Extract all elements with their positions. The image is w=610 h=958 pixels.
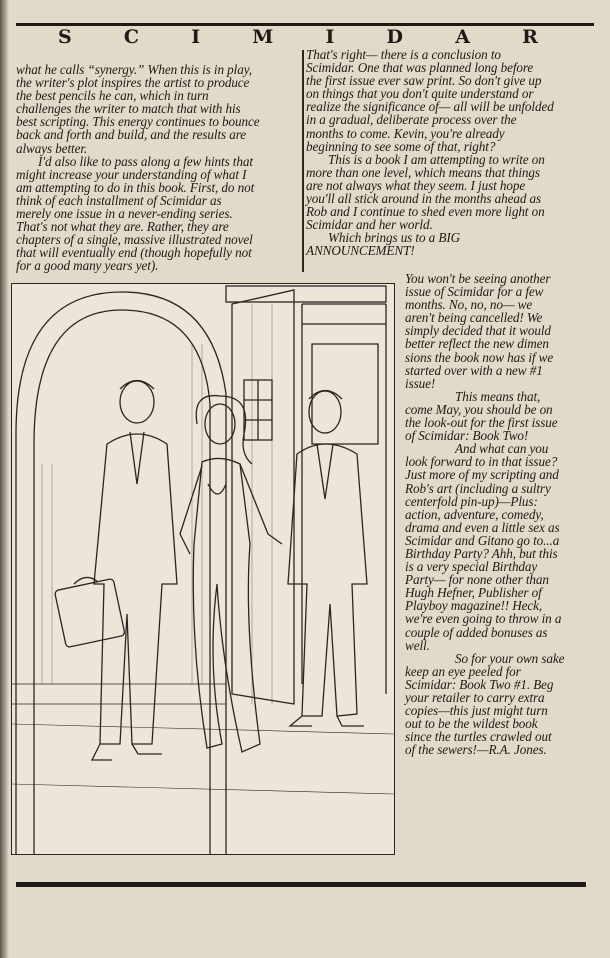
text-line: action, adventure, comedy, <box>405 506 544 522</box>
text-line: issue! <box>405 375 436 391</box>
illustration-panel <box>11 283 395 855</box>
text-line: copies—this just might turn <box>405 703 548 719</box>
text-line: is a very special Birthday <box>405 559 538 575</box>
text-line: sions the book now has if we <box>405 349 554 365</box>
text-line: months. No, no, no— we <box>405 297 533 313</box>
text-line: what he calls “synergy.” When this is in play, <box>16 62 252 77</box>
text-line: keep an eye peeled for <box>405 663 521 679</box>
text-line: This is a book I am attempting to write on <box>328 151 545 167</box>
text-line: your retailer to carry extra <box>405 690 545 705</box>
text-line: chapters of a single, massive illustrated novel <box>16 232 253 248</box>
text-line: are not always what they seem. I just hope <box>306 177 526 193</box>
text-line: Party— for none other than <box>405 572 549 588</box>
text-line: the first issue ever saw print. So don't give up <box>306 73 542 89</box>
text-line: Hugh Hefner, Publisher of <box>405 585 542 601</box>
text-line: months to come. Kevin, you're already <box>306 125 505 141</box>
text-line: Scimidar and Gitano go to...a <box>405 532 560 548</box>
text-line: the look-out for the first issue <box>405 415 558 431</box>
text-line: realize the significance of— all will be unfolded <box>306 99 554 115</box>
text-line: And what can you <box>455 441 549 457</box>
text-line: challenges the writer to match that with his <box>16 101 241 117</box>
text-line: Rob and I continue to shed even more light on <box>306 204 545 220</box>
text-line: Scimidar. One that was planned long before <box>306 60 534 76</box>
text-line: You won't be seeing another <box>405 271 551 286</box>
text-line: out to be the wildest book <box>405 716 538 732</box>
text-line: since the turtles crawled out <box>405 729 552 745</box>
text-line: the writer's plot inspires the artist to produce <box>16 75 250 91</box>
text-line: I'd also like to pass along a few hints that <box>38 153 253 169</box>
text-line: in a gradual, deliberate process over the <box>306 112 517 128</box>
right-column-text <box>306 48 554 258</box>
text-line: of Scimidar: Book Two! <box>405 428 529 444</box>
text-line: Rob's art (including a sultry <box>405 480 551 496</box>
left-column-text <box>16 63 260 273</box>
text-line: ANNOUNCEMENT! <box>306 243 415 259</box>
title-letter: D <box>386 26 404 48</box>
title-letter: R <box>522 26 538 48</box>
narrow-column-text <box>405 272 564 756</box>
text-line: merely one issue in a never-ending series. <box>16 206 233 222</box>
title-letter: C <box>123 26 140 48</box>
page-title <box>58 26 538 48</box>
text-line: That's not what they are. Rather, they are <box>16 219 229 235</box>
illustration-three-figures-doorway <box>12 284 394 854</box>
text-line: that will eventually end (though hopefully not <box>16 245 252 261</box>
text-line: So for your own sake <box>455 650 565 666</box>
text-line: am attempting to do in this book. First, do not <box>16 179 255 195</box>
title-letter: A <box>455 26 470 48</box>
text-line: Scimidar and her world. <box>306 217 433 233</box>
text-line: always better. <box>16 140 88 156</box>
text-line: aren't being cancelled! We <box>405 310 543 326</box>
title-letter: S <box>58 26 72 48</box>
text-line: centerfold pin-up)—Plus: <box>405 493 538 509</box>
title-letter: M <box>252 26 274 48</box>
text-line: more than one level, which means that things <box>306 164 540 180</box>
text-line: look forward to in that issue? <box>405 454 558 470</box>
text-line: we're even going to throw in a <box>405 611 562 627</box>
text-line: That's right— there is a conclusion to <box>306 47 501 62</box>
text-line: the best pencils he can, which in turn <box>16 88 209 104</box>
column-divider <box>302 50 304 272</box>
text-line: well. <box>405 637 430 653</box>
text-line: couple of added bonuses as <box>405 624 548 640</box>
text-line: Just more of my scripting and <box>405 467 559 483</box>
text-line: of the sewers!—R.A. Jones. <box>405 742 547 758</box>
text-line: you'll all stick around in the months ahead as <box>306 191 542 207</box>
text-line: beginning to see some of that, right? <box>306 138 496 154</box>
footer-rule <box>16 882 586 887</box>
text-line: Playboy magazine!! Heck, <box>405 598 543 614</box>
text-line: issue of Scimidar for a few <box>405 284 544 300</box>
text-line: for a good many years yet). <box>16 258 159 274</box>
title-letter: I <box>191 26 201 48</box>
text-line: drama and even a little sex as <box>405 519 560 535</box>
text-line: might increase your understanding of what I <box>16 166 247 182</box>
scan-edge-shadow <box>0 0 9 958</box>
text-line: Scimidar: Book Two #1. Beg <box>405 676 554 692</box>
title-letter: I <box>325 26 335 48</box>
text-line: better reflect the new dimen <box>405 336 549 352</box>
text-line: Which brings us to a BIG <box>328 230 461 246</box>
text-line: This means that, <box>455 388 541 404</box>
text-line: Birthday Party? Ahh, but this <box>405 545 558 561</box>
text-line: back and forth and build, and the results are <box>16 127 247 143</box>
text-line: come May, you should be on <box>405 401 553 417</box>
text-line: best scripting. This energy continues to bounce <box>16 114 260 130</box>
text-line: think of each installment of Scimidar as <box>16 192 222 208</box>
text-line: on things that you don't quite understand or <box>306 86 534 102</box>
text-line: simply decided that it would <box>405 323 551 339</box>
text-line: started over with a new #1 <box>405 362 543 378</box>
